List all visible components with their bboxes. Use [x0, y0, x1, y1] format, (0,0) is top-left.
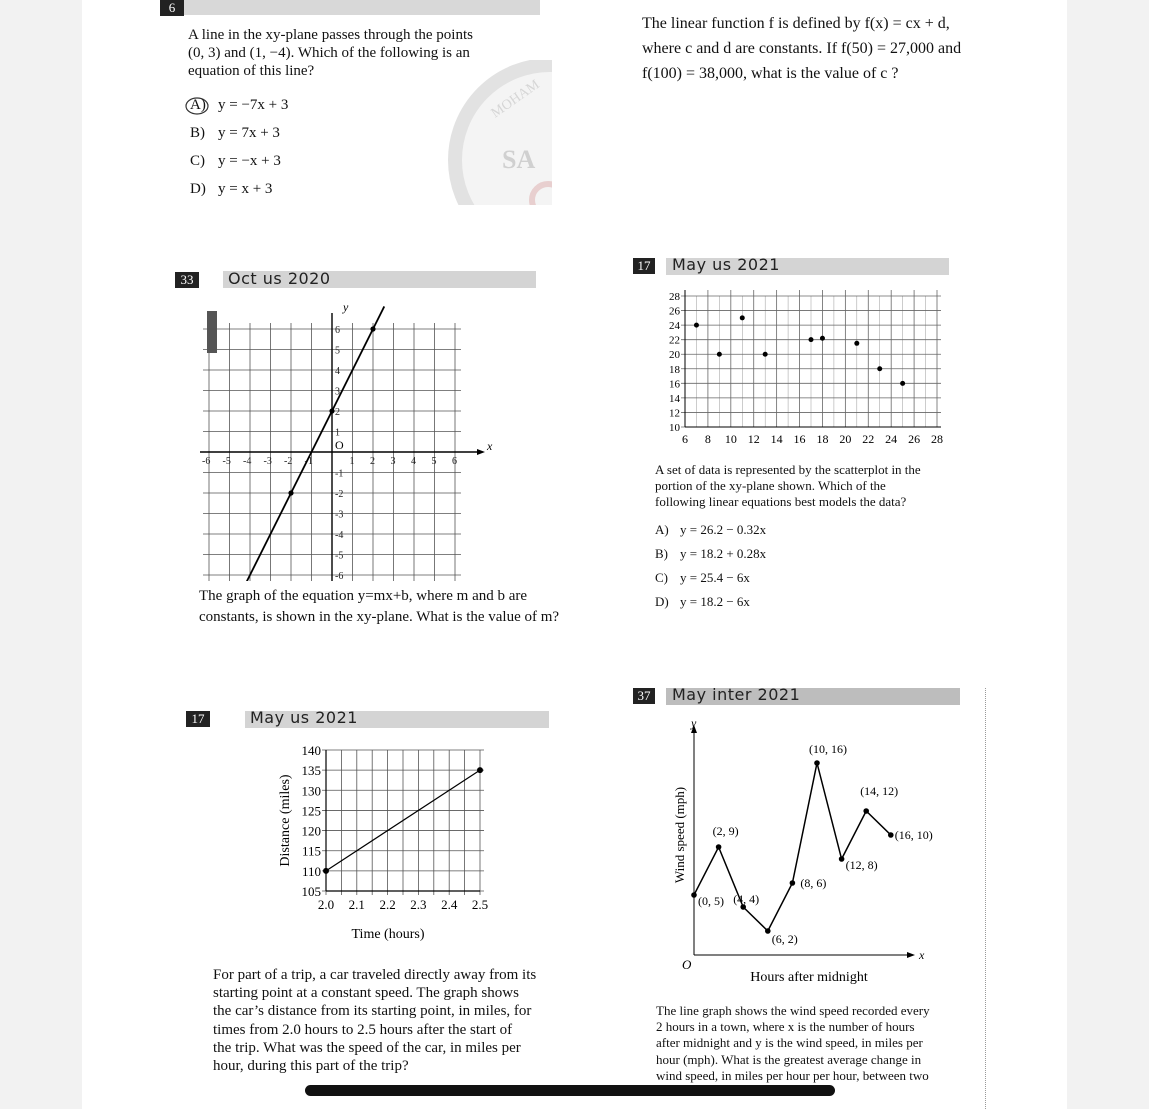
q17a-number: 17 — [633, 258, 655, 274]
data-label: (4, 4) — [733, 892, 760, 906]
q6-text-line: (0, 3) and (1, −4). Which of the following is an — [188, 45, 470, 61]
y-tick-label: 26 — [669, 305, 680, 318]
scatter-point — [820, 336, 825, 341]
data-label: (2, 9) — [712, 824, 739, 838]
q37-text — [656, 1003, 976, 1084]
y-tick-label: 125 — [301, 803, 321, 819]
scatter-point — [763, 352, 768, 357]
q33-number: 33 — [175, 272, 199, 288]
graph-line — [234, 306, 385, 581]
y-tick-label: 28 — [669, 291, 680, 303]
y-tick-label: -6 — [335, 571, 344, 581]
choice-letter: A) — [655, 522, 669, 537]
x-tick-label: 10 — [724, 432, 737, 446]
q6-text-line: A line in the xy-plane passes through the points — [188, 27, 473, 43]
page-edge-line — [985, 688, 986, 1109]
watermark-stamp — [440, 60, 552, 205]
y-tick-label: -1 — [335, 468, 344, 480]
x-axis-letter: x — [919, 948, 925, 962]
q-linear-text-line: The linear function f is defined by f(x) = cx + d, — [642, 15, 950, 32]
y-tick-label: -3 — [335, 509, 344, 521]
x-tick-label: 2.4 — [441, 897, 458, 912]
x-axis-arrow — [907, 952, 915, 958]
x-tick-label: 2.0 — [317, 897, 335, 912]
x-tick-label: 6 — [452, 456, 457, 467]
choice-text: y = 25.4 − 6x — [680, 570, 750, 585]
q37-text-line: after midnight and y is the wind speed, in miles per — [656, 1035, 923, 1051]
y-tick-label: 18 — [669, 363, 680, 376]
x-tick-label: 26 — [908, 432, 921, 446]
q37-text-line: The line graph shows the wind speed recorded every — [656, 1003, 930, 1018]
choice-letter: B) — [655, 546, 668, 561]
line-point — [370, 326, 375, 331]
y-tick-label: 24 — [669, 320, 680, 333]
choice-letter: B) — [190, 125, 205, 141]
y-tick-label: 1 — [335, 427, 340, 439]
y-tick-label: 22 — [669, 334, 680, 347]
watermark-sat: SA — [502, 145, 536, 174]
data-point — [814, 760, 820, 766]
x-tick-label: 16 — [793, 432, 806, 446]
q17b-text-line: the trip. What was the speed of the car, in miles per — [213, 1039, 521, 1056]
origin-label: O — [682, 957, 692, 972]
line-point — [329, 408, 334, 413]
x-tick-label: 1 — [349, 456, 355, 467]
choice-letter: D) — [190, 181, 206, 197]
q6-number: 6 — [160, 0, 184, 16]
q37-graph — [665, 715, 955, 990]
origin-label: O — [335, 438, 344, 452]
q6-choice-b[interactable] — [190, 125, 280, 142]
data-point — [716, 844, 722, 850]
y-tick-label: 3 — [335, 386, 340, 398]
q37-tag: May inter 2021 — [672, 685, 801, 704]
q17a-choice-a[interactable] — [655, 522, 766, 538]
q17a-text-line: following linear equations best models the data? — [655, 494, 907, 509]
x-tick-label: -4 — [243, 456, 252, 467]
y-tick-label: 110 — [301, 863, 321, 879]
q17b-text-line: starting point at a constant speed. The graph shows — [213, 985, 519, 1002]
y-tick-label: 20 — [669, 349, 680, 362]
q33-tag: Oct us 2020 — [228, 269, 331, 288]
q17a-scatter — [655, 284, 945, 449]
scatter-point — [900, 381, 905, 386]
home-indicator-bar[interactable] — [305, 1085, 835, 1096]
x-tick-label: -6 — [202, 456, 211, 467]
line-endpoint — [477, 767, 483, 773]
q33-text — [199, 586, 579, 628]
q33-graph — [200, 296, 500, 581]
q17b-tag: May us 2021 — [250, 708, 358, 727]
q6-header — [160, 0, 540, 15]
q17a-text — [655, 462, 955, 510]
y-tick-label: 135 — [301, 763, 321, 779]
line-endpoint — [323, 868, 329, 874]
x-tick-label: 2.3 — [410, 897, 427, 912]
q17b-text — [213, 966, 563, 1075]
q6-choice-a[interactable] — [190, 97, 288, 114]
scatter-point — [717, 352, 722, 357]
choice-text: y = −7x + 3 — [218, 97, 289, 113]
y-tick-label: 140 — [301, 743, 321, 758]
y-tick-label: 4 — [335, 366, 340, 377]
data-label: (10, 16) — [809, 742, 847, 756]
x-tick-label: 2.5 — [471, 897, 489, 912]
choice-text: y = 18.2 + 0.28x — [680, 546, 767, 561]
q37-text-line: wind speed, in miles per hour per hour, between two — [656, 1067, 929, 1083]
choice-letter: D) — [655, 594, 669, 609]
y-axis-title: Wind speed (mph) — [672, 786, 687, 884]
scatter-point — [809, 337, 814, 342]
choice-letter: C) — [655, 570, 668, 585]
x-tick-label: 24 — [885, 432, 898, 446]
x-axis-title: Hours after midnight — [750, 970, 868, 985]
data-label: (12, 8) — [845, 858, 878, 872]
scatter-point — [877, 366, 882, 371]
scatter-point — [854, 341, 859, 346]
y-tick-label: 120 — [301, 823, 321, 839]
x-axis-arrow — [477, 449, 485, 455]
q6-choice-c[interactable] — [190, 153, 281, 170]
choice-letter: A) — [190, 97, 206, 113]
data-point — [691, 892, 697, 898]
q17b-number: 17 — [186, 711, 210, 727]
q17a-choice-b[interactable] — [655, 546, 766, 562]
x-axis-title: Time (hours) — [351, 927, 425, 942]
y-tick-label: -2 — [335, 489, 344, 500]
scatter-point — [740, 315, 745, 320]
x-tick-label: 6 — [682, 432, 688, 446]
q17a-tag: May us 2021 — [672, 255, 780, 274]
data-point — [790, 880, 796, 886]
scatter-point — [694, 323, 699, 328]
x-tick-label: 2 — [370, 456, 375, 467]
q37-text-line: 2 hours in a town, where x is the number of hours — [656, 1019, 915, 1035]
q-linear-text — [642, 11, 1042, 86]
y-tick-label: 16 — [669, 378, 680, 391]
y-tick-label: 105 — [301, 884, 321, 899]
x-tick-label: 14 — [770, 432, 783, 446]
y-tick-label: 130 — [301, 783, 321, 799]
x-tick-label: 5 — [431, 456, 437, 467]
x-axis-label: x — [487, 439, 493, 453]
q6-text-line: equation of this line? — [188, 63, 315, 79]
x-tick-label: 2.2 — [379, 897, 396, 912]
q17b-text-line: hour, during this part of the trip? — [213, 1058, 409, 1075]
q17b-text-line: the car’s distance from its starting point, in miles, for — [213, 1003, 532, 1020]
data-label: (0, 5) — [698, 894, 724, 908]
data-label: (6, 2) — [771, 932, 798, 946]
x-tick-label: 18 — [816, 432, 829, 446]
data-point — [863, 808, 869, 814]
q37-text-line: hour (mph). What is the greatest average change in — [656, 1051, 922, 1067]
q17a-text-line: A set of data is represented by the scatterplot in the — [655, 462, 921, 477]
y-tick-label: 14 — [669, 392, 680, 405]
q6-text — [188, 26, 518, 80]
choice-text: y = 18.2 − 6x — [680, 594, 750, 609]
choice-text: y = x + 3 — [218, 181, 273, 197]
x-tick-label: 28 — [931, 432, 943, 446]
q17b-graph — [270, 738, 500, 948]
x-tick-label: 8 — [704, 432, 711, 446]
data-label: (16, 10) — [894, 828, 933, 842]
y-tick-label: 5 — [335, 345, 340, 357]
y-axis-letter: y — [691, 716, 697, 730]
y-tick-label: 2 — [335, 407, 340, 418]
q17a-choice-c[interactable] — [655, 570, 750, 586]
y-tick-label: -4 — [335, 530, 344, 541]
y-axis-title: Distance (miles) — [278, 774, 293, 867]
choice-letter: C) — [190, 153, 205, 169]
data-label: (14, 12) — [860, 784, 899, 798]
x-tick-label: 20 — [839, 432, 852, 446]
data-label: (8, 6) — [800, 876, 827, 890]
x-tick-label: -1 — [304, 456, 313, 467]
x-tick-label: 3 — [390, 456, 396, 467]
choice-text: y = 26.2 − 0.32x — [680, 522, 767, 537]
q-linear-text-line: where c and d are constants. If f(50) = 27,000 and — [642, 40, 962, 57]
q17a-choice-d[interactable] — [655, 594, 750, 610]
y-axis-label: y — [343, 300, 349, 314]
y-tick-label: 10 — [669, 422, 680, 434]
choice-text: y = −x + 3 — [218, 153, 281, 169]
q6-choice-d[interactable] — [190, 181, 272, 198]
x-tick-label: 12 — [747, 432, 760, 446]
x-tick-label: 22 — [862, 432, 875, 446]
x-tick-label: -5 — [222, 456, 231, 467]
line-point — [288, 490, 293, 495]
x-tick-label: -3 — [263, 456, 272, 467]
data-point — [765, 928, 771, 934]
x-tick-label: 2.1 — [348, 897, 365, 912]
choice-text: y = 7x + 3 — [218, 125, 280, 141]
data-point — [839, 856, 845, 862]
x-tick-label: 4 — [411, 456, 416, 467]
q-linear-text-line: f(100) = 38,000, what is the value of c ? — [642, 65, 899, 82]
data-point — [888, 832, 894, 838]
y-tick-label: 115 — [301, 843, 321, 859]
q33-text-line: constants, is shown in the xy-plane. What is the value of m? — [199, 609, 560, 625]
q17a-text-line: portion of the xy-plane shown. Which of the — [655, 478, 886, 493]
y-tick-label: 12 — [669, 407, 680, 420]
q37-number: 37 — [633, 688, 655, 704]
q17b-text-line: times from 2.0 hours to 2.5 hours after the start of — [213, 1021, 513, 1038]
y-tick-label: 6 — [335, 325, 340, 336]
y-tick-label: -5 — [335, 550, 344, 562]
q17b-text-line: For part of a trip, a car traveled directly away from its — [213, 967, 537, 983]
q33-text-line: The graph of the equation y=mx+b, where m and b are — [199, 588, 528, 604]
x-tick-label: -2 — [284, 456, 293, 467]
watermark-text: MOHAM — [488, 77, 543, 122]
